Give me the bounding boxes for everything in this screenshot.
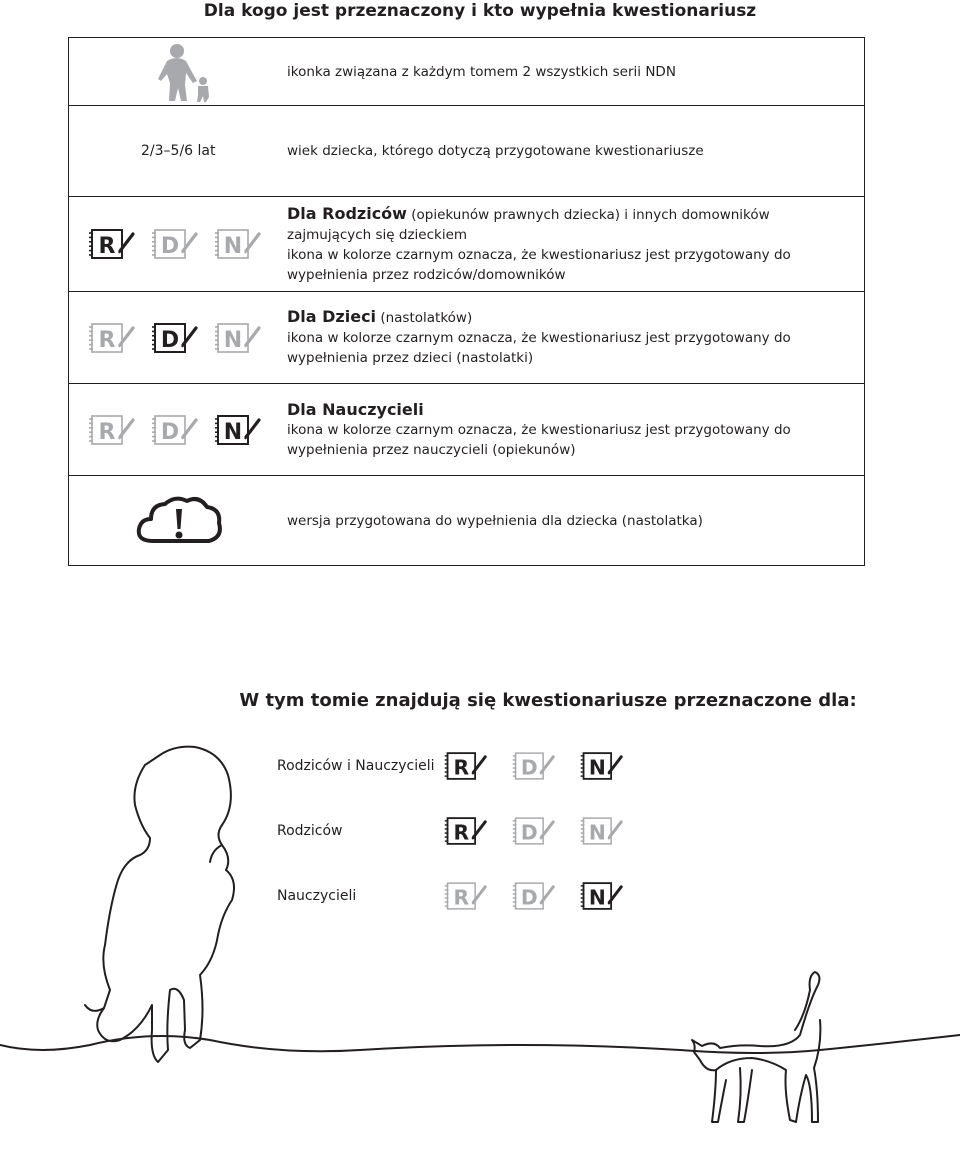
volume-row-parents	[277, 814, 624, 848]
age-description: wiek dziecka, którego dotyczą przygotowane kwestionariusze	[287, 143, 704, 159]
svg-text:D: D	[160, 419, 180, 445]
svg-text:D: D	[520, 820, 538, 845]
parents-notebook-icon	[86, 320, 136, 356]
volume-row-teachers	[277, 879, 624, 913]
series-icon-description: ikonka związana z każdym tomem 2 wszystkich serii NDN	[287, 63, 676, 80]
legend-row-parents	[69, 197, 864, 292]
svg-text:D: D	[520, 885, 538, 910]
teachers-notebook-icon	[212, 412, 262, 448]
children-description: ikona w kolorze czarnym oznacza, że kwestionariusz jest przygotowany do wypełnienia przez dzieci (nastolatki)	[287, 330, 791, 366]
parents-heading: Dla Rodziców	[287, 203, 407, 223]
legend-table	[68, 37, 865, 566]
parents-notebook-icon	[442, 879, 488, 913]
teachers-notebook-icon	[578, 749, 624, 783]
svg-text:N: N	[588, 885, 606, 910]
svg-text:N: N	[224, 327, 243, 353]
svg-text:N: N	[588, 820, 606, 845]
parents-notebook-icon	[442, 749, 488, 783]
teachers-heading: Dla Nauczycieli	[287, 399, 424, 419]
adult-child-icon	[149, 41, 219, 103]
children-notebook-icon	[510, 814, 556, 848]
svg-text:R: R	[453, 885, 470, 910]
children-notebook-icon	[510, 879, 556, 913]
svg-text:R: R	[98, 419, 116, 445]
parents-notebook-icon	[86, 226, 136, 262]
children-notebook-icon	[149, 412, 199, 448]
volume-row-label: Rodziców	[277, 823, 343, 839]
volume-row-parents-teachers	[277, 749, 624, 783]
legend-row-children	[69, 292, 864, 384]
svg-text:N: N	[224, 234, 243, 259]
parents-description: ikona w kolorze czarnym oznacza, że kwestionariusz jest przygotowany do wypełnienia przez rodziców/domowników	[287, 246, 791, 283]
legend-row-series	[69, 38, 864, 106]
legend-row-age	[69, 106, 864, 197]
cat-outline	[692, 972, 820, 1122]
legend-row-child-version	[69, 476, 864, 565]
teachers-notebook-icon	[578, 879, 624, 913]
cloud-warning-icon	[133, 491, 225, 551]
age-label: 2/3–5/6 lat	[141, 143, 216, 159]
child-outline	[97, 747, 234, 1062]
volume-row-label: Nauczycieli	[277, 888, 357, 904]
teachers-description: ikona w kolorze czarnym oznacza, że kwestionariusz jest przygotowany do wypełnienia przez nauczycieli (opiekunów)	[287, 421, 791, 458]
ground-line	[0, 1035, 960, 1053]
parents-heading-note: (opiekunów prawnych dziecka) i innych domowników zajmujących się dzieckiem	[287, 206, 770, 243]
children-notebook-icon	[510, 749, 556, 783]
children-heading: Dla Dzieci	[287, 307, 377, 326]
svg-text:R: R	[453, 755, 470, 780]
svg-text:D: D	[520, 755, 538, 780]
volume-row-label: Rodziców i Nauczycieli	[277, 758, 435, 774]
teachers-notebook-icon	[212, 226, 262, 262]
svg-text:N: N	[588, 755, 606, 780]
svg-text:D: D	[160, 234, 180, 259]
children-notebook-icon	[149, 320, 199, 356]
parents-notebook-icon	[86, 412, 136, 448]
teachers-notebook-icon	[212, 320, 262, 356]
teachers-notebook-icon	[578, 814, 624, 848]
child-version-description: wersja przygotowana do wypełnienia dla dziecka (nastolatka)	[287, 512, 703, 529]
svg-text:R: R	[98, 327, 116, 353]
svg-text:R: R	[453, 820, 470, 845]
children-heading-note: (nastolatków)	[376, 310, 473, 326]
legend-row-teachers	[69, 384, 864, 476]
children-notebook-icon	[149, 226, 199, 262]
svg-text:R: R	[98, 234, 116, 259]
svg-text:D: D	[160, 327, 180, 353]
page-title: Dla kogo jest przeznaczony i kto wypełnia kwestionariusz	[203, 1, 757, 21]
parents-notebook-icon	[442, 814, 488, 848]
svg-text:N: N	[224, 419, 243, 445]
volume-heading: W tym tomie znajdują się kwestionariusze przeznaczone dla:	[239, 690, 857, 711]
